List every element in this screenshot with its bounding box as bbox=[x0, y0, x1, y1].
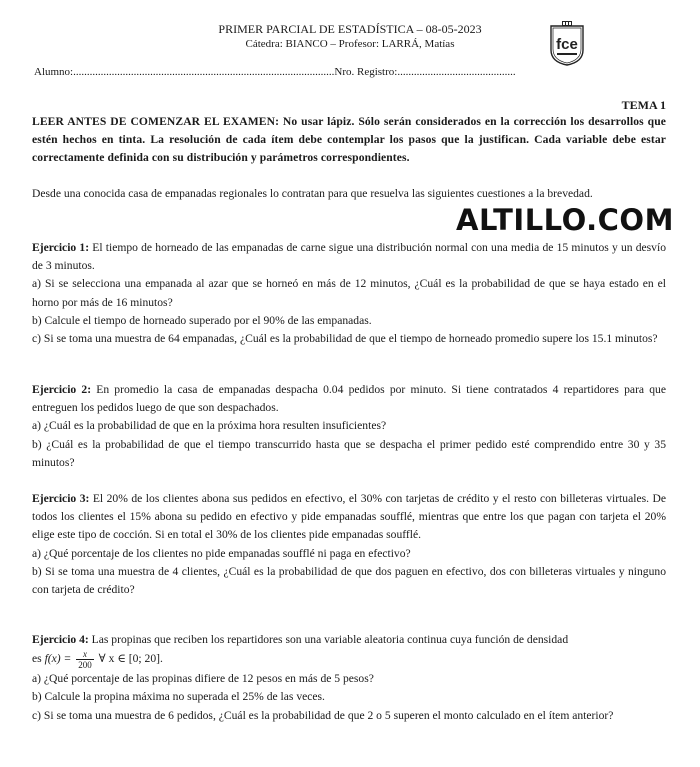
ejercicio-4 bbox=[32, 631, 666, 725]
ejercicio-3-b: b) Si se toma una muestra de 4 clientes, ¿Cuál es la probabilidad de que dos paguen en efectivo, dos con billeteras virtuales y ninguno con tarjeta de crédito? bbox=[32, 564, 666, 597]
ejercicio-1-c: c) Si se toma una muestra de 64 empanadas, ¿Cuál es la probabilidad de que el tiempo de horneado promedio supere los 15.1 minutos? bbox=[32, 332, 658, 346]
ejercicio-1 bbox=[32, 239, 666, 348]
exam-title: PRIMER PARCIAL DE ESTADÍSTICA – 08-05-2023 bbox=[218, 22, 482, 36]
density-f: f(x) = bbox=[44, 652, 75, 666]
alumno-label: Alumno: bbox=[34, 66, 74, 78]
registro-field[interactable]: ........................................... bbox=[397, 66, 516, 78]
ejercicio-3-text: El 20% de los clientes abona sus pedidos en efectivo, el 30% con tarjetas de crédito y el resto con billeteras virtuales. De todos los clientes el 15% abona su pedido en efectivo y pide empanadas soufflé, mientras que entre los que pagan con tarjeta el 20% elige este tipo de cocción. Si en total el 30% de los clientes pide empanadas soufflé. bbox=[32, 492, 667, 542]
ejercicio-3-a: a) ¿Qué porcentaje de los clientes no pide empanadas soufflé ni paga en efectivo? bbox=[32, 546, 411, 560]
ejercicio-4-a: a) ¿Qué porcentaje de las propinas difiere de 12 pesos en más de 5 pesos? bbox=[32, 672, 374, 686]
ejercicio-2-text: En promedio la casa de empanadas despacha 0.04 pedidos por minuto. Si tiene contratados 4 repartidores para que entreguen los pedidos luego de que son despachados. bbox=[32, 383, 666, 415]
ejercicio-3-title: Ejercicio 3: bbox=[32, 492, 90, 505]
altillo-watermark: ALTILLO.COM bbox=[456, 203, 674, 237]
density-function: es f(x) = $\frac{x}{200}$ ∀ x ∈ [0; 20]. bbox=[32, 649, 163, 671]
ejercicio-3 bbox=[32, 490, 666, 599]
density-fraction: $\frac{x}{200}$ bbox=[78, 649, 92, 671]
instructions-lead: LEER ANTES DE COMENZAR EL EXAMEN: bbox=[32, 115, 280, 128]
exam-intro: Desde una conocida casa de empanadas regionales lo contratan para que resuelva las siguientes cuestiones a la brevedad. bbox=[32, 187, 593, 200]
instructions-text: No usar lápiz. Sólo serán considerados en la corrección los desarrollos que estén hechos en tinta. La resolución de cada ítem debe contemplar los pasos que la justifican. Cada variable debe estar correctamente definida con su distribución y parámetros correspondientes. bbox=[32, 115, 666, 165]
ejercicio-4-text: Las propinas que reciben los repartidores son una variable aleatoria continua cuya función de densidad bbox=[88, 633, 569, 646]
ejercicio-1-b: b) Calcule el tiempo de horneado superado por el 90% de las empanadas. bbox=[32, 313, 372, 327]
alumno-field[interactable]: ............................................................................................... bbox=[73, 66, 335, 78]
ejercicio-2 bbox=[32, 381, 666, 472]
fce-logo bbox=[548, 20, 586, 66]
density-domain: ∀ x ∈ [0; 20]. bbox=[95, 652, 163, 666]
tema-label: TEMA 1 bbox=[621, 98, 666, 112]
ejercicio-2-title: Ejercicio 2: bbox=[32, 383, 92, 396]
ejercicio-1-text: El tiempo de horneado de las empanadas de carne sigue una distribución normal con una media de 15 minutos y un desvío de 3 minutos. bbox=[32, 241, 666, 273]
svg-text:fce: fce bbox=[556, 36, 578, 53]
ejercicio-4-title: Ejercicio 4: bbox=[32, 633, 89, 646]
ejercicio-4-b: b) Calcule la propina máxima no superada el 25% de las veces. bbox=[32, 690, 325, 704]
ejercicio-1-title: Ejercicio 1: bbox=[32, 241, 90, 254]
exam-subtitle: Cátedra: BIANCO – Profesor: LARRÁ, Matías bbox=[245, 38, 455, 50]
exam-instructions bbox=[32, 113, 666, 168]
ejercicio-4-c: c) Si se toma una muestra de 6 pedidos, ¿Cuál es la probabilidad de que 2 o 5 superen el monto calculado en el ítem anterior? bbox=[32, 708, 614, 722]
ejercicio-2-a: a) ¿Cuál es la probabilidad de que en la próxima hora resulten insuficientes? bbox=[32, 419, 387, 433]
ejercicio-2-b: b) ¿Cuál es la probabilidad de que el tiempo transcurrido hasta que se despacha el primer pedido esté comprendido entre 30 y 35 minutos? bbox=[32, 437, 666, 469]
ejercicio-1-a: a) Si se selecciona una empanada al azar que se horneó en más de 12 minutos, ¿Cuál es la probabilidad de que se haya estado en el horno por más de 16 minutos? bbox=[32, 277, 666, 309]
student-info-line bbox=[34, 66, 594, 78]
registro-label: Nro. Registro: bbox=[334, 66, 398, 78]
